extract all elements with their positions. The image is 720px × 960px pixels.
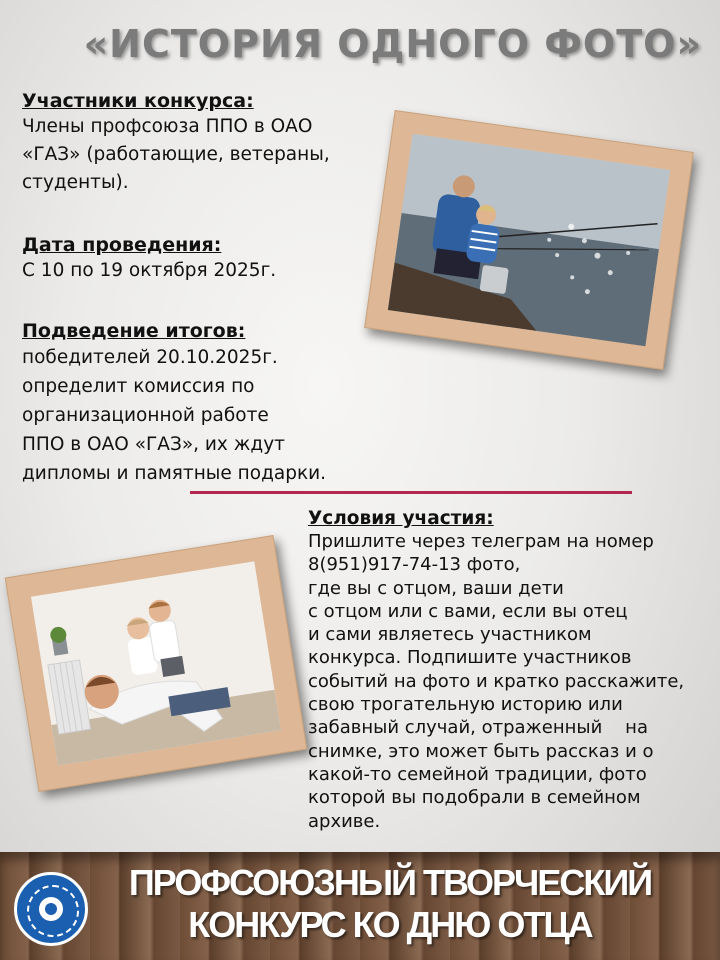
footer-caption <box>110 862 670 946</box>
conditions-heading: Условия участия: <box>308 508 494 529</box>
conditions-line: которой вы подобрали в семейном <box>308 787 641 809</box>
results-line: дипломы и памятные подарки. <box>22 463 327 484</box>
results-heading: Подведение итогов: <box>22 320 246 342</box>
family-photo-illustration <box>31 561 281 765</box>
conditions-line: снимке, это может быть рассказ и о <box>308 740 654 762</box>
conditions-line: забавный случай, отраженный на <box>308 717 648 739</box>
footer-line-1: ПРОФСОЮЗНЫЙ ТВОРЧЕСКИЙ <box>128 862 652 903</box>
fishing-photo-illustration <box>388 134 670 346</box>
results-section <box>22 320 362 488</box>
conditions-line: событий на фото и кратко расскажите, <box>308 670 685 692</box>
conditions-line: конкурса. Подпишите участников <box>308 647 632 669</box>
conditions-section <box>308 508 720 833</box>
conditions-line: архиве. <box>308 810 381 832</box>
results-line: ППО в ОАО «ГАЗ», их ждут <box>22 434 285 455</box>
photo-frame-family <box>5 535 308 792</box>
father-children-playing-photo <box>31 561 281 765</box>
date-heading: Дата проведения: <box>22 234 222 256</box>
footer-line-2: КОНКУРС КО ДНЮ ОТЦА <box>188 904 592 945</box>
conditions-line: и сами являетесь участником <box>308 624 592 646</box>
participants-text <box>22 113 362 197</box>
date-section <box>22 234 362 284</box>
participants-heading: Участники конкурса: <box>22 90 254 112</box>
results-line: определит комиссия по <box>22 376 255 397</box>
participants-section <box>22 90 362 197</box>
participants-line: студенты). <box>22 172 129 193</box>
conditions-line: какой-то семейной традиции, фото <box>308 763 647 785</box>
conditions-line: свою трогательную историю или <box>308 694 623 716</box>
conditions-line: где вы с отцом, ваши дети <box>308 577 564 599</box>
date-line: С 10 по 19 октября 2025г. <box>22 260 277 281</box>
section-divider <box>190 491 632 494</box>
page-title: «ИСТОРИЯ ОДНОГО ФОТО» <box>83 22 702 66</box>
date-text <box>22 257 362 284</box>
results-text <box>22 343 362 488</box>
results-line: организационной работе <box>22 405 269 426</box>
conditions-line: 8(951)917-74-13 фото, <box>308 554 521 576</box>
conditions-text <box>308 530 720 833</box>
participants-line: Члены профсоюза ППО в ОАО <box>22 116 313 137</box>
photo-frame-fishing <box>364 110 694 370</box>
results-line: победителей 20.10.2025г. <box>22 347 278 368</box>
emblem-core <box>39 897 63 921</box>
conditions-line: с отцом или с вами, если вы отец <box>308 600 628 622</box>
conditions-line: Пришлите через телеграм на номер <box>308 531 654 552</box>
father-son-fishing-photo <box>388 134 670 346</box>
union-emblem-icon <box>14 872 88 946</box>
participants-line: «ГАЗ» (работающие, ветераны, <box>22 144 330 165</box>
